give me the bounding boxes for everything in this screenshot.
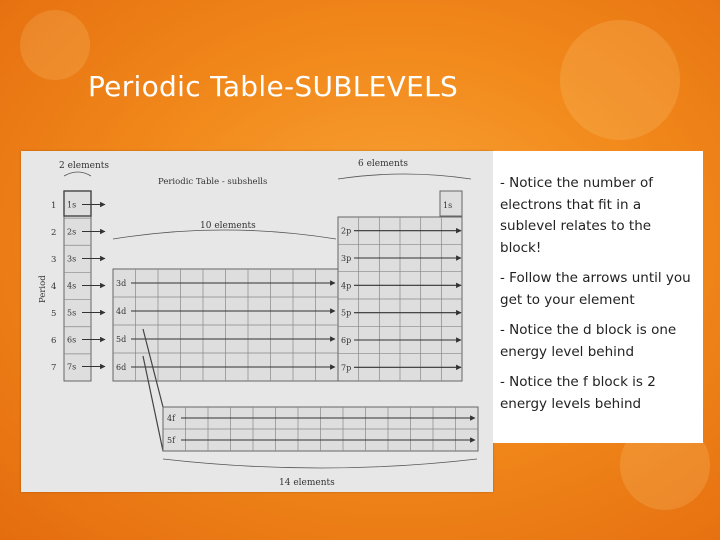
p-sublevel-label: 4p [341,281,352,291]
period-number: 6 [51,336,57,346]
periodic-table-figure [21,151,493,492]
s-block-count-label: 2 elements [59,161,110,171]
s-sublevel-label: 6s [67,335,77,345]
s-sublevel-label: 4s [67,281,77,291]
p-sublevel-label: 7p [341,363,352,373]
p-sublevel-label: 5p [341,308,352,318]
note-f-block: - Notice the f block is 2 energy levels behind [500,374,656,412]
s-sublevel-label: 3s [67,254,77,264]
period-numbers [51,201,56,373]
f-sublevel-label: 4f [167,414,176,423]
s-sublevel-label: 2s [67,227,77,237]
p-block-count-label: 6 elements [358,159,409,169]
f-sublevel-label: 5f [167,436,176,445]
period-axis-label: Period [38,275,48,303]
f-block-brace [163,459,477,468]
d-block-count-label: 10 elements [200,221,256,231]
d-block-brace [113,230,336,239]
period-number: 1 [51,201,57,211]
notes-panel [493,151,703,443]
d-sublevel-label: 5d [116,335,127,344]
period-number: 2 [51,228,57,238]
d-sublevel-label: 6d [116,363,127,372]
period-number: 7 [51,363,57,373]
period-number: 3 [51,255,57,265]
period-number: 5 [51,309,57,319]
s-sublevel-label: 1s [67,200,77,210]
p-sublevel-label: 3p [341,254,352,263]
s-sublevel-label: 5s [67,308,77,318]
s-sublevel-label: 7s [67,362,77,372]
note-block-size: - Notice the number of electrons that fit in a sublevel relates to the block! [500,175,654,256]
p-sublevel-label: 6p [341,336,352,345]
s-block-brace [64,172,91,176]
slide-title: Periodic Table-SUBLEVELS [88,70,459,103]
background-bokeh [560,20,680,140]
note-follow-arrows: - Follow the arrows until you get to your element [500,270,691,308]
note-d-block: - Notice the d block is one energy level behind [500,322,677,360]
helium-1s-label: 1s [443,201,453,210]
periodic-table-diagram [21,151,493,492]
figure-heading: Periodic Table - subshells [158,177,268,187]
background-bokeh [20,10,90,80]
period-number: 4 [51,282,57,292]
d-sublevel-label: 4d [116,307,127,316]
d-sublevel-label: 3d [116,279,127,288]
p-sublevel-label: 2p [341,226,352,236]
p-block-brace [338,174,471,179]
f-block-count-label: 14 elements [279,478,335,488]
